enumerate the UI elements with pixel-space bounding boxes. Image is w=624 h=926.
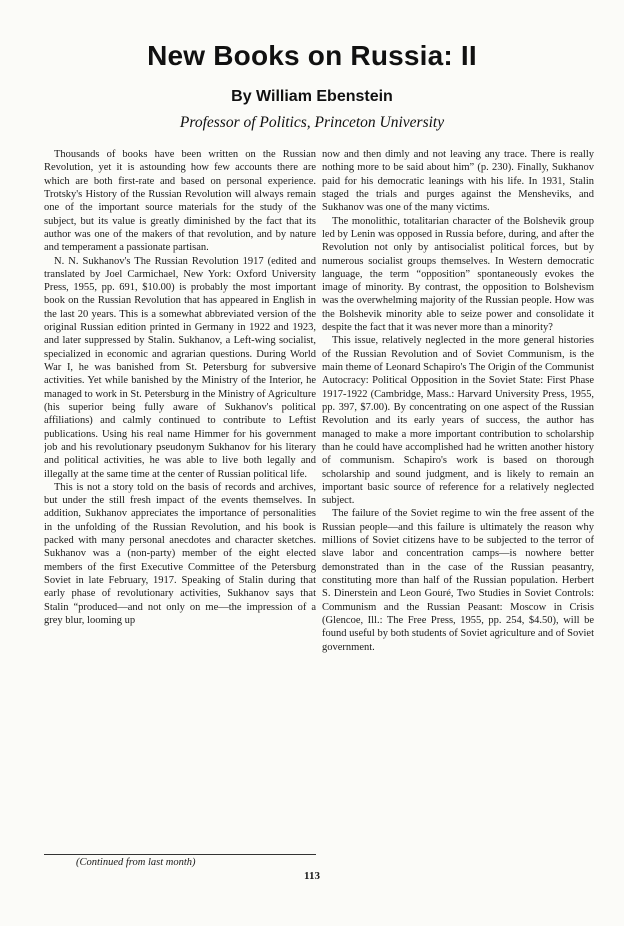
paragraph: This is not a story told on the basis of records and archives, but under the still fresh impact of the events themselves. In addition, Sukhanov appreciates the importance of personalities in the unfolding of the Russian Revolution, and his book is packed with many personal anecdotes and character sketches. Sukhanov was a (non-party) member of the eight elected members of the first Executive Committee of the Petersburg Soviet in late February, 1917. Speaking of Stalin during that early phase of revolutionary activities, Sukhanov says that Stalin “produced—and not only on me—the impression of a grey blur, looming up — [44, 481, 316, 626]
paragraph: The monolithic, totalitarian character of the Bolshevik group led by Lenin was opposed in Russia before, during, and after the Revolution not only by antisocialist political forces, but by numerous socialist groups themselves. In Western democratic language, the term “opposition” spontaneously evokes the image of minority. By contrast, the opposition to Bolshevism was the overwhelming majority of the Russian people. How was the Bolshevik minority able to seize power and consolidate it despite the fact that it was never more than a minority? — [322, 215, 594, 334]
paragraph: This issue, relatively neglected in the more general histories of the Russian Revolution and of Soviet Communism, is the main theme of Leonard Schapiro's The Origin of the Communist Autocracy: Political Opposition in the Soviet State: First Phase 1917-1922 (Cambridge, Mass.: Harvard University Press, 1955, pp. 397, $7.00). By concentrating on one aspect of the Russian Revolution and its early years of success, the author has managed to make a more important contribution to scholarship than he could have accomplished had he written another history of communism. Schapiro's work is based on thorough scholarship and sound judgment, and is likely to remain an important basic source of reference for a relatively neglected subject. — [322, 335, 594, 507]
left-column — [44, 148, 316, 858]
article-title: New Books on Russia: II — [147, 40, 477, 71]
author-byline: By William Ebenstein — [231, 88, 393, 105]
paragraph: N. N. Sukhanov's The Russian Revolution 1917 (edited and translated by Joel Carmichael, New York: Oxford University Press, 1955, pp. 691, $10.00) is probably the most important book on the Russian Revolution that has appeared in English in the last 20 years. This is a somewhat abbreviated version of the original Russian edition printed in Germany in 1922 and 1923, and later suppressed by Stalin. Sukhanov, a Left-wing socialist, specialized in economic and agrarian questions. During World War I, he was banished from St. Petersburg for subversive activities. Yet while banished by the Ministry of the Interior, he managed to work in St. Petersburg in the Ministry of Agriculture (his superior being fully aware of Sukhanov's political affiliations) and calmly continued to contribute to Leftist publications. Using his real name Himmer for his government job and his revolutionary pseudonym Sukhanov for his literary and political activities, he was able to live both legally and illegally at the same time at the center of Russian political life. — [44, 255, 316, 480]
author-affiliation: Professor of Politics, Princeton University — [179, 114, 445, 131]
paragraph: Thousands of books have been written on the Russian Revolution, yet it is astounding how few accounts there are which are both first-rate and based on personal experience. Trotsky's History of the Russian Revolution will always remain one of the important source materials for the study of the subject, but its value is greatly diminished by the fact that its author was one of the makers of that revolution, and by nature and temperament a passionate partisan. — [44, 149, 316, 254]
continued-note: (Continued from last month) — [44, 854, 316, 868]
paragraph: The failure of the Soviet regime to win the free assent of the Russian people—and this failure is ultimately the reason why millions of Soviet citizens have to be subjected to the terror of slave labor and concentration camps—is nowhere better demonstrated than in the case of the Russian peasantry, constituting more than half of the Russian population. Herbert S. Dinerstein and Leon Gouré, Two Studies in Soviet Controls: Communism and the Russian Peasant: Moscow in Crisis (Glencoe, Ill.: The Free Press, 1955, pp. 254, $4.50), will be found useful by both students of Soviet agriculture and of Soviet government. — [322, 508, 594, 653]
paragraph: now and then dimly and not leaving any trace. There is really nothing more to be said about him” (p. 230). Finally, Sukhanov paid for his democratic leanings with his life. In 1931, Stalin staged the trials and purges against the Mensheviks, and Sukhanov was one of the many victims. — [322, 149, 594, 214]
right-column — [322, 148, 594, 858]
page-number: 113 — [304, 870, 320, 882]
